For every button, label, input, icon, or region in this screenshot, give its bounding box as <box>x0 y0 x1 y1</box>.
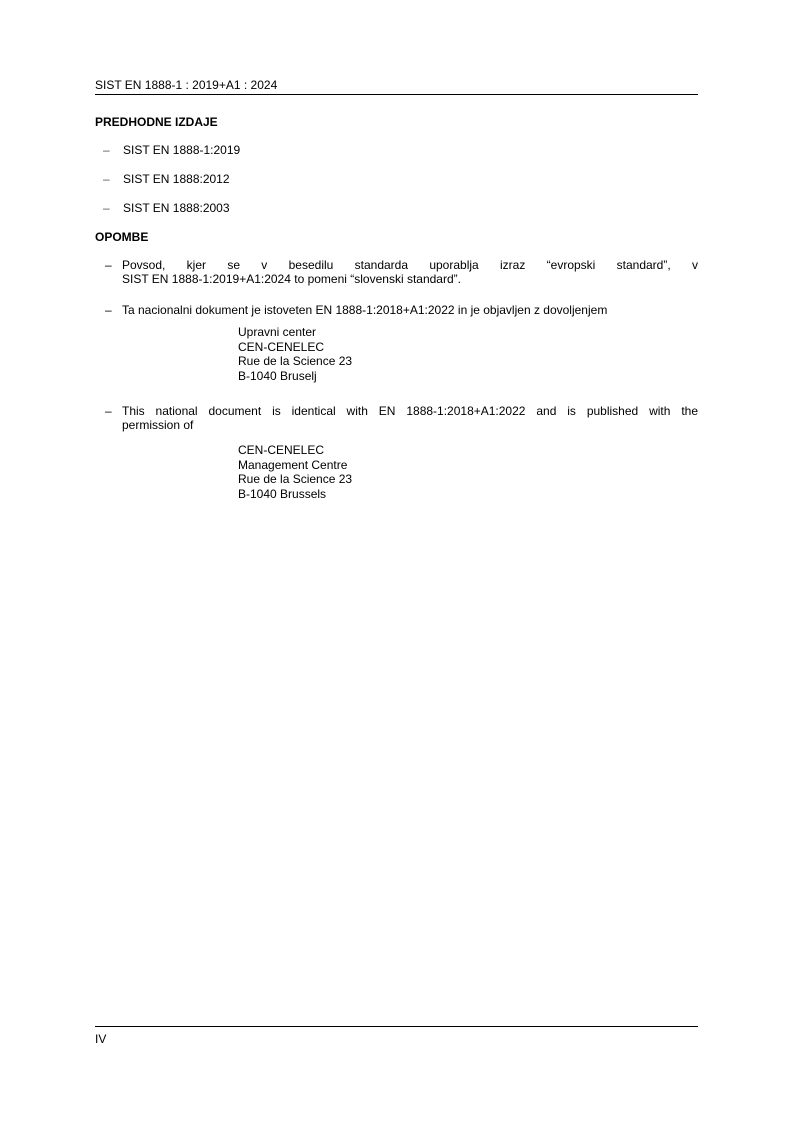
list-dash: – <box>105 404 112 418</box>
note-text-line: Ta nacionalni dokument je istoveten EN 1888-1:2018+A1:2022 in je objavljen z dovoljenjem <box>122 303 608 317</box>
previous-edition-label: SIST EN 1888-1:2019 <box>123 143 241 157</box>
footer-divider <box>95 1026 698 1027</box>
previous-edition-item <box>103 172 230 186</box>
note-text-line: SIST EN 1888-1:2019+A1:2024 to pomeni “slovenski standard”. <box>122 272 461 286</box>
address-line: Management Centre <box>238 457 348 472</box>
document-header-title: SIST EN 1888-1 : 2019+A1 : 2024 <box>95 78 278 92</box>
note-text-line: Povsod, kjer se v besedilu standarda uporablja izraz “evropski standard”, v <box>122 258 698 272</box>
address-line: B-1040 Bruselj <box>238 368 317 383</box>
list-dash: – <box>103 143 110 157</box>
list-dash: – <box>103 201 110 215</box>
address-line: B-1040 Brussels <box>238 486 327 501</box>
address-block <box>238 325 352 383</box>
previous-edition-label: SIST EN 1888:2003 <box>123 201 230 215</box>
list-dash: – <box>105 303 112 317</box>
list-dash: – <box>105 258 112 272</box>
previous-edition-item <box>103 201 230 215</box>
note-text-line: This national document is identical with EN 1888-1:2018+A1:2022 and is published with the <box>122 404 698 418</box>
note-item <box>105 404 698 432</box>
previous-editions-heading: PREDHODNE IZDAJE <box>95 115 218 129</box>
address-block <box>238 443 352 501</box>
previous-edition-label: SIST EN 1888:2012 <box>123 172 230 186</box>
address-line: Upravni center <box>238 325 317 339</box>
header-divider <box>95 94 698 95</box>
list-dash: – <box>103 172 110 186</box>
previous-edition-item <box>103 143 240 157</box>
note-text-line: permission of <box>122 418 194 432</box>
address-line: Rue de la Science 23 <box>238 472 353 486</box>
address-line: CEN-CENELEC <box>238 443 325 457</box>
address-line: CEN-CENELEC <box>238 339 325 354</box>
address-line: Rue de la Science 23 <box>238 354 353 368</box>
page-number: IV <box>95 1032 107 1046</box>
notes-heading: OPOMBE <box>95 230 149 244</box>
note-item <box>105 258 698 286</box>
note-item <box>105 303 698 317</box>
